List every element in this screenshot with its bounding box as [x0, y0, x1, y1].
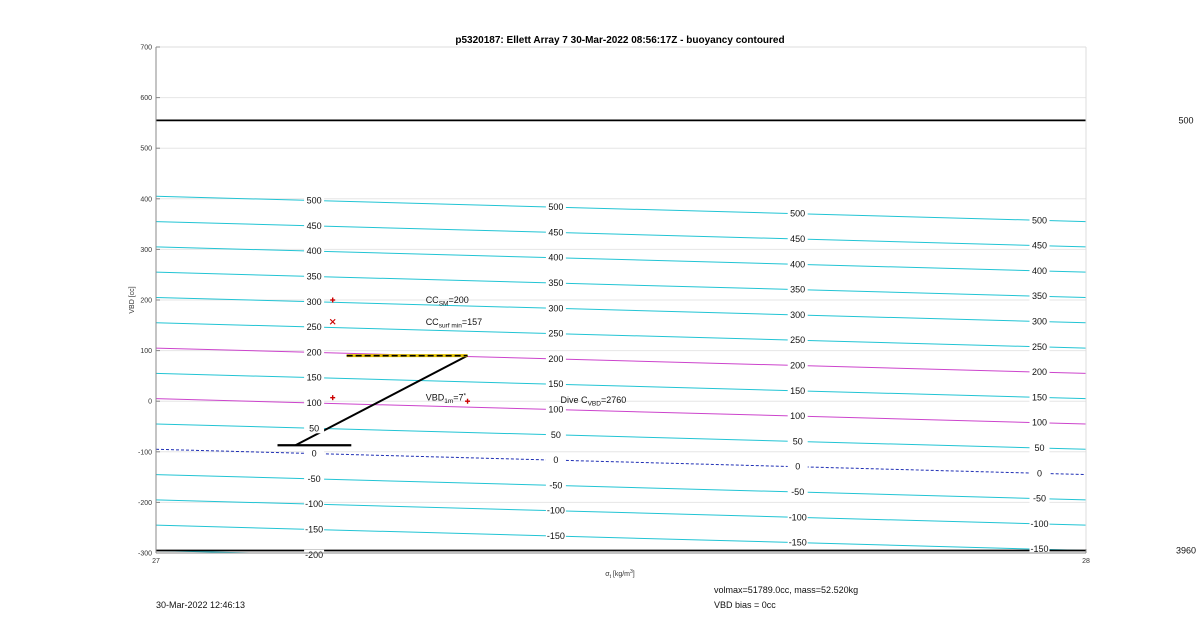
- annotation: $CC_{SM}=200$: [425, 295, 469, 308]
- contour-label: 250: [548, 328, 564, 339]
- x-tick-label: 28: [1082, 558, 1090, 565]
- contour-label: 350: [790, 284, 806, 295]
- contour-label: 450: [790, 234, 806, 245]
- contour-label: 50: [792, 436, 803, 447]
- contour-label: 150: [1031, 392, 1048, 403]
- contour-label: 50: [1034, 443, 1045, 454]
- contour-line: [156, 222, 1086, 247]
- contour-label: 300: [548, 303, 564, 314]
- contour-label: -100: [1030, 518, 1049, 529]
- contour-line: [156, 449, 1086, 474]
- contour-label: 0: [311, 448, 317, 459]
- footer-volmax: volmax=51789.0cc, mass=52.520kg: [714, 585, 859, 595]
- contour-label: 50: [550, 429, 561, 440]
- contour-label: 100: [790, 411, 806, 422]
- contour-label: 450: [306, 220, 322, 231]
- contour-line: [156, 525, 1086, 550]
- contour-label: 100: [1031, 417, 1048, 428]
- contour-line: [156, 196, 1086, 221]
- reference-line-label: 500: [1178, 115, 1194, 126]
- x-axis-label: $\sigma_t$ $[kg/m^3]$: [605, 569, 635, 580]
- x-tick-label: 27: [152, 558, 160, 565]
- contour-line: [156, 247, 1086, 272]
- contour-label: 400: [306, 246, 322, 257]
- contour-label: 150: [306, 372, 322, 383]
- y-axis-label: VBD [cc]: [129, 286, 136, 314]
- contour-label: 200: [548, 353, 564, 364]
- y-tick-label: 100: [140, 348, 152, 356]
- y-tick-label: 0: [148, 398, 152, 406]
- contour-label: -50: [1032, 493, 1047, 504]
- contour-label: 200: [1031, 367, 1048, 378]
- contour-label: -50: [791, 487, 805, 498]
- footer-vbd-bias: VBD bias = 0cc: [714, 600, 776, 610]
- grid-lines: [156, 47, 1086, 553]
- footer-timestamp: 30-Mar-2022 12:46:13: [156, 600, 246, 610]
- contour-label: 400: [790, 259, 806, 270]
- contour-line: [156, 297, 1086, 322]
- contour-label: -150: [788, 537, 807, 548]
- contour-line: [156, 323, 1086, 348]
- contour-label: -100: [305, 499, 324, 510]
- annotation: Dive $C_{VBD}=2760$: [560, 395, 627, 408]
- contour-label: 300: [1031, 316, 1048, 327]
- contour-label: 350: [548, 278, 564, 289]
- marker: [330, 319, 335, 324]
- contour-labels: [304, 196, 1049, 560]
- contour-label: -50: [307, 473, 321, 484]
- contour-label: 100: [548, 404, 564, 415]
- y-tick-label: 200: [140, 297, 152, 305]
- contour-label: 100: [306, 397, 322, 408]
- y-tick-label: -200: [137, 499, 152, 507]
- annotation: $CC_{surf min}=157$: [425, 316, 483, 330]
- annotation: $VBD_{1m}=7^*$: [425, 392, 467, 406]
- annotations: [426, 295, 627, 408]
- contour-label: 350: [1031, 291, 1048, 302]
- y-tick-label: 400: [140, 196, 152, 204]
- contour-label: 200: [306, 347, 322, 358]
- contour-label: 0: [795, 461, 801, 472]
- contour-label: 150: [790, 385, 806, 396]
- contour-label: 0: [553, 455, 559, 466]
- contour-label: 300: [790, 309, 806, 320]
- y-tick-label: 600: [140, 95, 152, 103]
- y-tick-label: 300: [140, 246, 152, 254]
- reference-lines: [156, 115, 1196, 555]
- y-tick-label: -100: [137, 449, 152, 457]
- contour-label: 150: [548, 379, 564, 390]
- contour-label: 500: [790, 208, 806, 219]
- contour-line: [156, 475, 1086, 500]
- contour-label: 400: [1031, 265, 1048, 276]
- contour-label: 200: [790, 360, 806, 371]
- reference-line-label: 3960: [1175, 545, 1197, 556]
- contour-label: 500: [1031, 215, 1048, 226]
- contour-label: 250: [790, 335, 806, 346]
- contour-label: 450: [1031, 240, 1048, 251]
- y-tick-label: -300: [137, 550, 152, 558]
- contour-label: 500: [306, 195, 322, 206]
- contour-label: -150: [305, 524, 324, 535]
- y-tick-label: 500: [140, 145, 152, 153]
- contour-label: 500: [548, 202, 564, 213]
- y-tick-label: 700: [140, 44, 152, 52]
- marker: [330, 395, 335, 400]
- contour-label: 450: [548, 227, 564, 238]
- contour-label: 400: [548, 252, 564, 263]
- contour-label: 50: [309, 423, 320, 434]
- contour-label: 250: [1031, 341, 1048, 352]
- contour-label: 0: [1036, 468, 1043, 479]
- contour-label: 250: [306, 322, 322, 333]
- contour-label: -100: [546, 505, 565, 516]
- contour-label: -50: [549, 480, 563, 491]
- contour-label: -200: [305, 549, 324, 560]
- contour-label: 300: [306, 296, 322, 307]
- contour-label: -150: [546, 531, 565, 542]
- contour-line: [156, 500, 1086, 525]
- chart-title: p5320187: Ellett Array 7 30-Mar-2022 08:56:17Z - buoyancy contoured: [455, 35, 785, 46]
- contour-line: [156, 272, 1086, 297]
- contour-line: [156, 348, 1086, 373]
- contour-label: -100: [788, 512, 807, 523]
- contour-label: -150: [1030, 544, 1049, 555]
- contour-label: 350: [306, 271, 322, 282]
